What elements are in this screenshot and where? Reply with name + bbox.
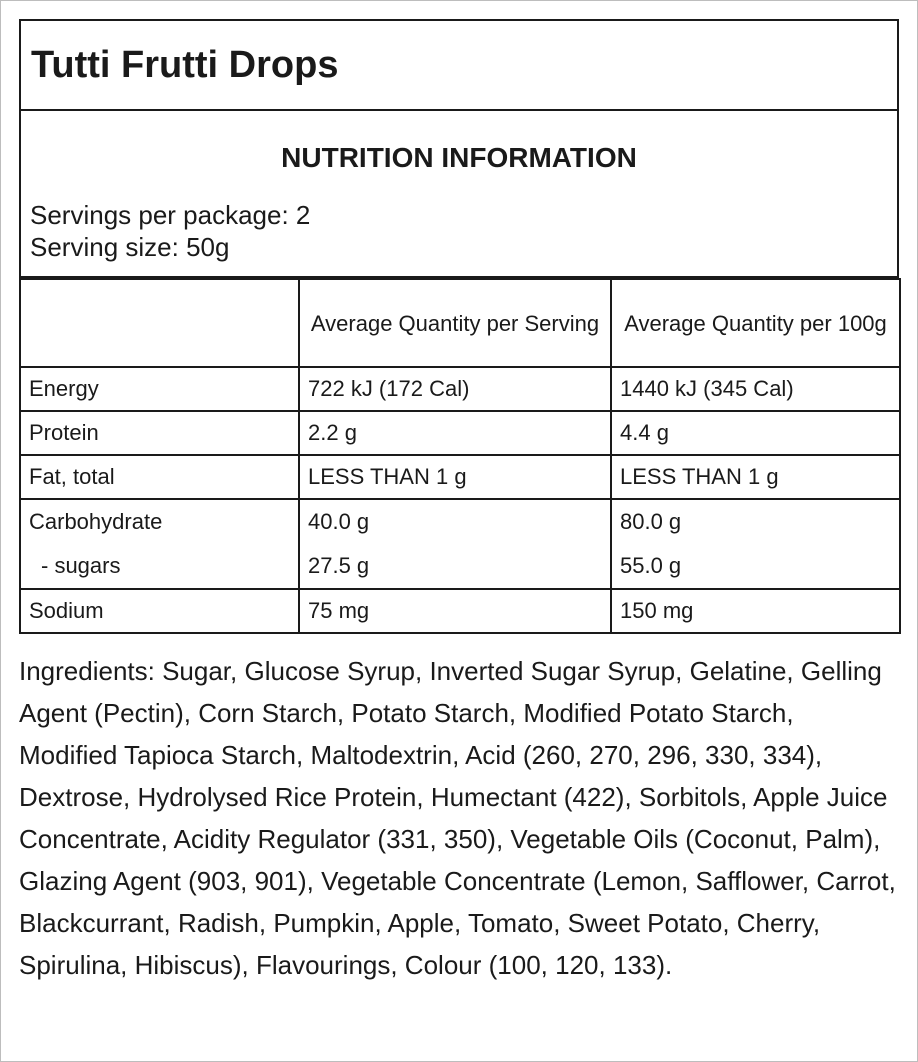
table-row: [20, 589, 900, 633]
nutrient-name: Fat, total: [20, 455, 299, 499]
per-100g-value: 150 mg: [611, 589, 900, 633]
header-per-100g: Average Quantity per 100g: [611, 279, 900, 367]
table-row: [20, 499, 900, 589]
nutrient-name: Protein: [20, 411, 299, 455]
nutrient-name: Carbohydrate: [29, 509, 163, 534]
nutrient-name-cell: [20, 499, 299, 589]
product-title: Tutti Frutti Drops: [31, 43, 339, 86]
nutrition-panel: [19, 19, 899, 634]
header-per-serving: Average Quantity per Serving: [299, 279, 611, 367]
per-100g-cell: [611, 499, 900, 589]
per-100g-value: 80.0 g: [620, 509, 682, 534]
nutrient-name: Energy: [20, 367, 299, 411]
nutrition-table: [19, 278, 901, 634]
per-100g-value: 1440 kJ (345 Cal): [611, 367, 900, 411]
per-serving-value: 722 kJ (172 Cal): [299, 367, 611, 411]
table-row: [20, 455, 900, 499]
servings-block: [30, 199, 310, 263]
per-100g-value: LESS THAN 1 g: [611, 455, 900, 499]
servings-per-package: Servings per package: 2: [30, 200, 311, 230]
per-serving-value: 40.0 g: [308, 509, 370, 534]
sub-nutrient-name: - sugars: [41, 553, 121, 578]
sub-per-serving-value: 27.5 g: [308, 553, 370, 578]
per-serving-value: 75 mg: [299, 589, 611, 633]
nutrition-heading: NUTRITION INFORMATION: [281, 142, 637, 173]
per-serving-cell: [299, 499, 611, 589]
product-title-box: [19, 19, 899, 111]
nutrient-name: Sodium: [20, 589, 299, 633]
header-nutrient: [20, 279, 299, 367]
sub-per-100g-value: 55.0 g: [620, 553, 682, 578]
per-100g-value: 4.4 g: [611, 411, 900, 455]
nutrition-info-box: [19, 111, 899, 278]
per-serving-value: 2.2 g: [299, 411, 611, 455]
ingredients-text: Ingredients: Sugar, Glucose Syrup, Inverted Sugar Syrup, Gelatine, Gelling Agent (Pectin), Corn Starch, Potato Starch, Modified Potato Starch, Modified Tapioca Starch, Maltodextrin, Acid (260, 270, 296, 330, 334), Dextrose, Hydrolysed Rice Protein, Humectant (422), Sorbitols, Apple Juice Concentrate, Acidity Regulator (331, 350), Vegetable Oils (Coconut, Palm), Glazing Agent (903, 901), Vegetable Concentrate (Lemon, Safflower, Carrot, Blackcurrant, Radish, Pumpkin, Apple, Tomato, Sweet Potato, Cherry, Spirulina, Hibiscus), Flavourings, Colour (100, 120, 133).: [19, 656, 896, 980]
table-header-row: [20, 279, 900, 367]
table-row: [20, 367, 900, 411]
per-serving-value: LESS THAN 1 g: [299, 455, 611, 499]
serving-size: Serving size: 50g: [30, 232, 230, 262]
table-row: [20, 411, 900, 455]
